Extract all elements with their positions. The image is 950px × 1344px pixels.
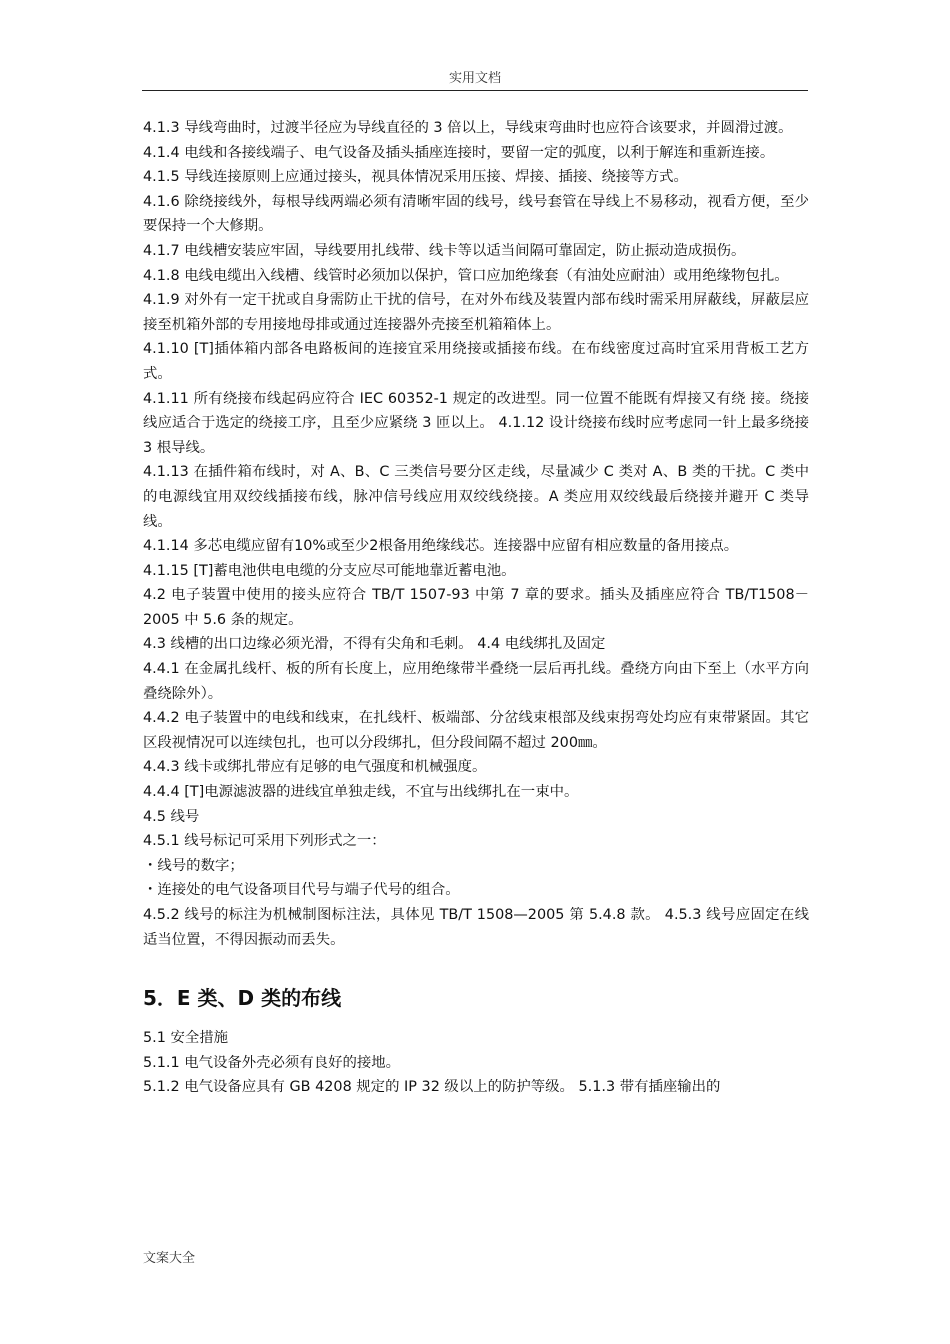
paragraph-5-1: 5.1 安全措施 — [143, 1030, 229, 1047]
paragraph-4-1-7: 4.1.7 电线槽安装应牢固，导线要用扎线带、线卡等以适当间隔可靠固定，防止振动造成损伤。 — [143, 242, 746, 259]
paragraph-4-1-15: 4.1.15 [T]蓄电池供电电缆的分支应尽可能地靠近蓄电池。 — [143, 562, 516, 579]
paragraph-4-1-11: 4.1.11 所有绕接布线起码应符合 IEC 60352-1 规定的改进型。同一位置不能既有焊接又有绕 接。绕接线应适合于选定的绕接工序，且至少应紧绕 3 匝以上。 4.1.12 设计绕接布线时应考虑同一针上最多绕接 3 根导线。 — [143, 390, 809, 456]
paragraph-5-1-1: 5.1.1 电气设备外壳必须有良好的接地。 — [143, 1054, 401, 1071]
paragraph-4-3: 4.3 线槽的出口边缘必须光滑，不得有尖角和毛刺。 4.4 电线绑扎及固定 — [143, 636, 606, 653]
bullet-item: ・线号的数字； — [143, 857, 244, 874]
bullet-item: ・连接处的电气设备项目代号与端子代号的组合。 — [143, 882, 460, 899]
paragraph-4-5-2: 4.5.2 线号的标注为机械制图标注法，具体见 TB/T 1508—2005 第 5.4.8 款。 4.5.3 线号应固定在线适当位置，不得因振动而丢失。 — [143, 907, 809, 948]
paragraph-4-1-3: 4.1.3 导线弯曲时，过渡半径应为导线直径的 3 倍以上，导线束弯曲时也应符合该要求，并圆滑过渡。 — [143, 120, 793, 136]
paragraph-4-1-10: 4.1.10 [T]插体箱内部各电路板间的连接宜采用绕接或插接布线。在布线密度过高时宜采用背板工艺方式。 — [143, 341, 809, 382]
paragraph-4-1-4: 4.1.4 电线和各接线端子、电气设备及插头插座连接时，要留一定的弧度，以利于解连和重新连接。 — [143, 144, 775, 161]
paragraph-4-5-1: 4.5.1 线号标记可采用下列形式之一： — [143, 833, 386, 850]
paragraph-4-1-6: 4.1.6 除绕接线外，每根导线两端必须有清晰牢固的线号，线号套管在导线上不易移动，视看方便，至少要保持一个大修期。 — [143, 193, 809, 235]
paragraph-4-1-13: 4.1.13 在插件箱布线时，对 A、B、C 三类信号要分区走线，尽量减少 C 类对 A、B 类的干扰。C 类中的电源线宜用双绞线插接布线，脉冲信号线应用双绞线绕接。A 类应用双绞线最后绕接并避开 C 类导线。 — [143, 464, 809, 530]
paragraph-5-1-2: 5.1.2 电气设备应具有 GB 4208 规定的 IP 32 级以上的防护等级。 5.1.3 带有插座输出的 — [143, 1079, 721, 1096]
paragraph-4-1-8: 4.1.8 电线电缆出入线槽、线管时必须加以保护，管口应加绝缘套（有油处应耐油）或用绝缘物包扎。 — [143, 267, 789, 284]
document-body — [143, 116, 809, 1100]
paragraph-4-4-2: 4.4.2 电子装置中的电线和线束，在扎线杆、板端部、分岔线束根部及线束拐弯处均应有束带紧固。其它区段视情况可以连续包扎，也可以分段绑扎，但分段间隔不超过 200㎜。 — [143, 710, 809, 751]
paragraph-4-4-1: 4.4.1 在金属扎线杆、板的所有长度上，应用绝缘带半叠绕一层后再扎线。叠绕方向由下至上（水平方向叠绕除外）。 — [143, 661, 809, 702]
paragraph-4-1-5: 4.1.5 导线连接原则上应通过接头，视具体情况采用压接、焊接、插接、绕接等方式。 — [143, 169, 688, 186]
section-5-title: 5．E 类、D 类的布线 — [143, 986, 342, 1011]
paragraph-4-1-9: 4.1.9 对外有一定干扰或自身需防止干扰的信号，在对外布线及装置内部布线时需采用屏蔽线，屏蔽层应接至机箱外部的专用接地母排或通过连接器外壳接至机箱箱体上。 — [143, 292, 809, 333]
paragraph-4-1-14: 4.1.14 多芯电缆应留有10%或至少2根备用绝缘线芯。连接器中应留有相应数量的备用接点。 — [143, 538, 739, 555]
paragraph-4-2: 4.2 电子装置中使用的接头应符合 TB/T 1507-93 中第 7 章的要求。插头及插座应符合 TB/T1508－2005 中 5.6 条的规定。 — [143, 587, 809, 628]
page-footer: 文案大全 — [143, 1251, 196, 1266]
paragraph-4-5: 4.5 线号 — [143, 808, 200, 825]
paragraph-4-4-3: 4.4.3 线卡或绑扎带应有足够的电气强度和机械强度。 — [143, 759, 487, 776]
page-header: 实用文档 — [142, 70, 808, 91]
paragraph-4-4-4: 4.4.4 [T]电源滤波器的进线宜单独走线，不宜与出线绑扎在一束中。 — [143, 784, 579, 801]
